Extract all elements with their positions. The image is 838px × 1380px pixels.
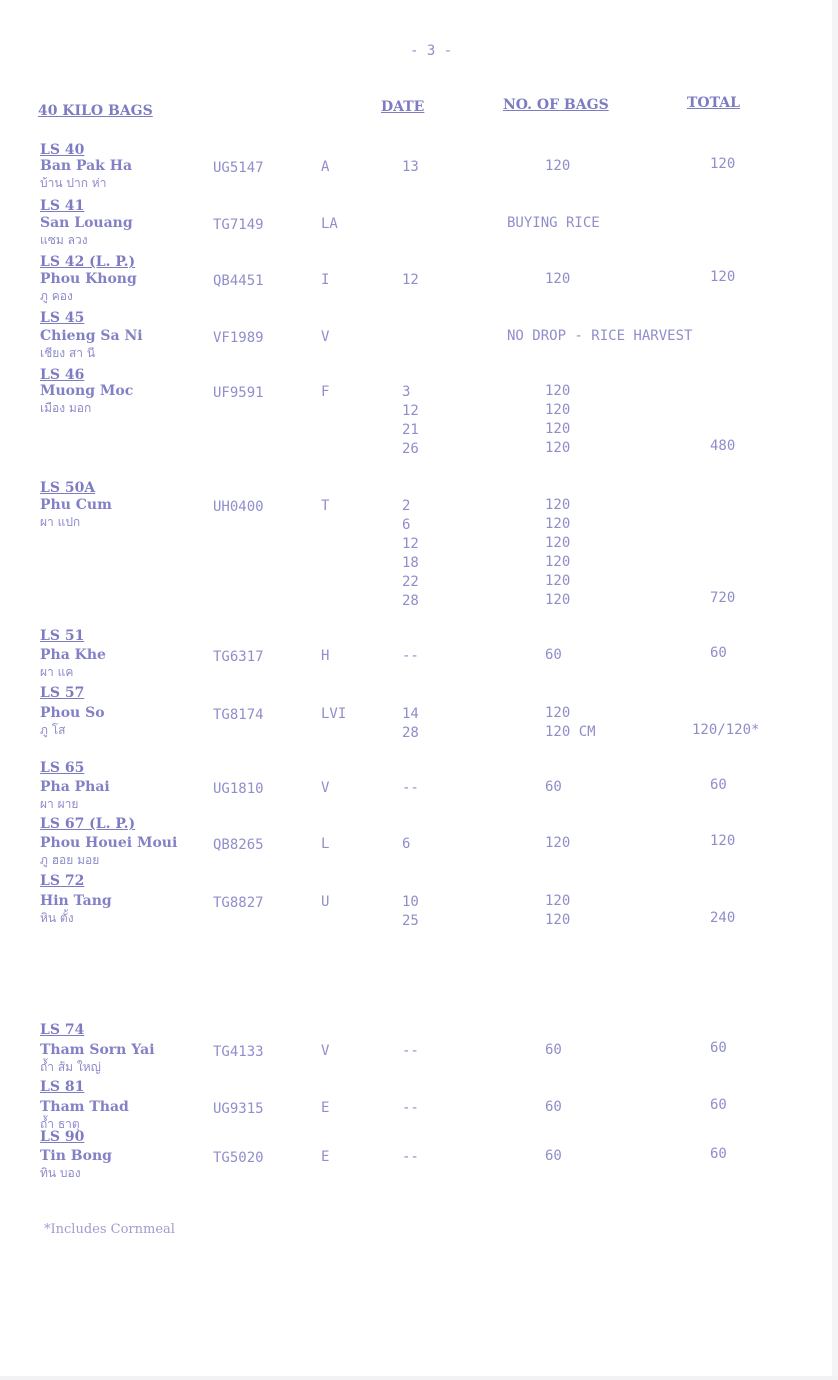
site-total: 120 xyxy=(710,156,736,172)
site-id: LS 74 xyxy=(40,1022,85,1038)
drop-date: 21 xyxy=(402,422,419,438)
drop-date: 10 xyxy=(402,894,419,910)
grid-code: QB8265 xyxy=(213,837,264,853)
site-id: LS 45 xyxy=(40,310,85,326)
drop-date: 26 xyxy=(402,441,419,457)
drop-date: -- xyxy=(402,648,419,664)
bag-count: 120 xyxy=(545,554,571,570)
drop-date: 28 xyxy=(402,593,419,609)
grid-code: TG8827 xyxy=(213,895,264,911)
drop-zone-letter: T xyxy=(321,498,330,514)
site-id: LS 81 xyxy=(40,1079,85,1095)
site-id: LS 42 (L. P.) xyxy=(40,254,136,270)
site-name: Tin Bong xyxy=(40,1148,112,1164)
site-total: 720 xyxy=(710,590,736,606)
site-id: LS 72 xyxy=(40,873,85,889)
drop-date: 12 xyxy=(402,272,419,288)
drop-date: -- xyxy=(402,780,419,796)
site-lao-name: ผา แปก xyxy=(40,515,81,529)
bag-count: 120 CM xyxy=(545,724,596,740)
drop-date: 12 xyxy=(402,403,419,419)
bag-count: 120 xyxy=(545,535,571,551)
drop-date: 13 xyxy=(402,159,419,175)
site-total: 120 xyxy=(710,833,736,849)
site-lao-name: ผา แค xyxy=(40,665,74,679)
site-name: Pha Phai xyxy=(40,779,110,795)
drop-date: 12 xyxy=(402,536,419,552)
drop-zone-letter: U xyxy=(321,894,330,910)
grid-code: UF9591 xyxy=(213,385,264,401)
site-lao-name: แซม ลวง xyxy=(40,233,88,247)
drop-date: 6 xyxy=(402,836,411,852)
page-bottom-shadow xyxy=(0,1376,838,1380)
grid-code: TG7149 xyxy=(213,217,264,233)
bag-count: 120 xyxy=(545,592,571,608)
site-name: Hin Tang xyxy=(40,893,112,909)
grid-code: UG5147 xyxy=(213,160,264,176)
site-id: LS 50A xyxy=(40,480,96,496)
drop-zone-letter: E xyxy=(321,1149,330,1165)
bag-count: 120 xyxy=(545,271,571,287)
site-name: Muong Moc xyxy=(40,383,134,399)
site-name: Ban Pak Ha xyxy=(40,158,133,174)
site-lao-name: ภู โส xyxy=(40,723,66,737)
site-total: 60 xyxy=(710,1097,727,1113)
site-name: Chieng Sa Ni xyxy=(40,328,143,344)
drop-zone-letter: V xyxy=(321,329,330,345)
site-total: 60 xyxy=(710,645,727,661)
site-id: LS 46 xyxy=(40,367,85,383)
site-lao-name: ภู ฮอย มอย xyxy=(40,853,100,867)
site-lao-name: เมือง มอก xyxy=(40,401,92,415)
site-id: LS 40 xyxy=(40,142,85,158)
grid-code: UG1810 xyxy=(213,781,264,797)
site-id: LS 51 xyxy=(40,628,85,644)
site-total: 120 xyxy=(710,269,736,285)
drop-zone-letter: LA xyxy=(321,216,338,232)
header-no-of-bags: NO. OF BAGS xyxy=(503,97,609,113)
bag-count: 60 xyxy=(545,1099,562,1115)
drop-date: 22 xyxy=(402,574,419,590)
header-date: DATE xyxy=(381,99,425,115)
drop-zone-letter: V xyxy=(321,1043,330,1059)
bag-count: 120 xyxy=(545,705,571,721)
site-id: LS 57 xyxy=(40,685,85,701)
bag-count: 60 xyxy=(545,647,562,663)
drop-date: 14 xyxy=(402,706,419,722)
bag-count: 120 xyxy=(545,158,571,174)
site-id: LS 90 xyxy=(40,1129,85,1145)
site-name: Phou So xyxy=(40,705,105,721)
bag-count: 120 xyxy=(545,912,571,928)
bag-count: 120 xyxy=(545,440,571,456)
bag-count: 60 xyxy=(545,779,562,795)
site-id: LS 65 xyxy=(40,760,85,776)
site-lao-name: บ้าน ปาก ห่า xyxy=(40,176,107,190)
bag-count: 120 xyxy=(545,497,571,513)
footnote: *Includes Cornmeal xyxy=(44,1222,175,1237)
drop-zone-letter: L xyxy=(321,836,330,852)
drop-zone-letter: V xyxy=(321,780,330,796)
drop-date: 18 xyxy=(402,555,419,571)
site-name: Pha Khe xyxy=(40,647,106,663)
drop-date: -- xyxy=(402,1043,419,1059)
site-note: BUYING RICE xyxy=(507,215,600,231)
bag-count: 120 xyxy=(545,573,571,589)
drop-date: 25 xyxy=(402,913,419,929)
site-name: Tham Sorn Yai xyxy=(40,1042,155,1058)
drop-date: 28 xyxy=(402,725,419,741)
drop-zone-letter: I xyxy=(321,272,330,288)
grid-code: UH0400 xyxy=(213,499,264,515)
bag-count: 120 xyxy=(545,383,571,399)
header-kilo-bags: 40 KILO BAGS xyxy=(38,103,153,119)
site-total: 120/120* xyxy=(692,722,760,738)
grid-code: TG8174 xyxy=(213,707,264,723)
site-name: Phu Cum xyxy=(40,497,112,513)
bag-count: 120 xyxy=(545,402,571,418)
page-number: - 3 - xyxy=(410,43,453,59)
drop-date: 6 xyxy=(402,517,411,533)
drop-zone-letter: E xyxy=(321,1100,330,1116)
site-total: 60 xyxy=(710,777,727,793)
grid-code: TG4133 xyxy=(213,1044,264,1060)
site-lao-name: ผา ผาย xyxy=(40,797,79,811)
site-lao-name: หิน ตั้ง xyxy=(40,911,74,925)
grid-code: VF1989 xyxy=(213,330,264,346)
site-lao-name: เชียง สา นี xyxy=(40,346,96,360)
bag-count: 60 xyxy=(545,1042,562,1058)
site-total: 60 xyxy=(710,1146,727,1162)
site-name: Phou Khong xyxy=(40,271,137,287)
site-total: 240 xyxy=(710,910,736,926)
header-total: TOTAL xyxy=(687,95,740,111)
bag-count: 60 xyxy=(545,1148,562,1164)
bag-count: 120 xyxy=(545,421,571,437)
site-lao-name: ทิน บอง xyxy=(40,1166,81,1180)
site-note: NO DROP - RICE HARVEST xyxy=(507,328,693,344)
drop-zone-letter: LVI xyxy=(321,706,347,722)
drop-zone-letter: A xyxy=(321,159,330,175)
site-lao-name: ภู คอง xyxy=(40,289,73,303)
grid-code: UG9315 xyxy=(213,1101,264,1117)
page-edge-shadow xyxy=(832,0,838,1380)
site-total: 60 xyxy=(710,1040,727,1056)
site-id: LS 41 xyxy=(40,198,85,214)
drop-date: 2 xyxy=(402,498,411,514)
drop-date: 3 xyxy=(402,384,411,400)
drop-date: -- xyxy=(402,1100,419,1116)
grid-code: QB4451 xyxy=(213,273,264,289)
bag-count: 120 xyxy=(545,835,571,851)
site-lao-name: ถ้ำ ส้ม ใหญ่ xyxy=(40,1060,101,1074)
site-total: 480 xyxy=(710,438,736,454)
drop-date: -- xyxy=(402,1149,419,1165)
grid-code: TG5020 xyxy=(213,1150,264,1166)
drop-zone-letter: F xyxy=(321,384,330,400)
grid-code: TG6317 xyxy=(213,649,264,665)
site-name: San Louang xyxy=(40,215,133,231)
site-name: Tham Thad xyxy=(40,1099,129,1115)
site-lao-name: ถ้ำ ธาตุ xyxy=(40,1117,80,1131)
drop-zone-letter: H xyxy=(321,648,330,664)
bag-count: 120 xyxy=(545,516,571,532)
site-name: Phou Houei Moui xyxy=(40,835,178,851)
site-id: LS 67 (L. P.) xyxy=(40,816,136,832)
bag-count: 120 xyxy=(545,893,571,909)
